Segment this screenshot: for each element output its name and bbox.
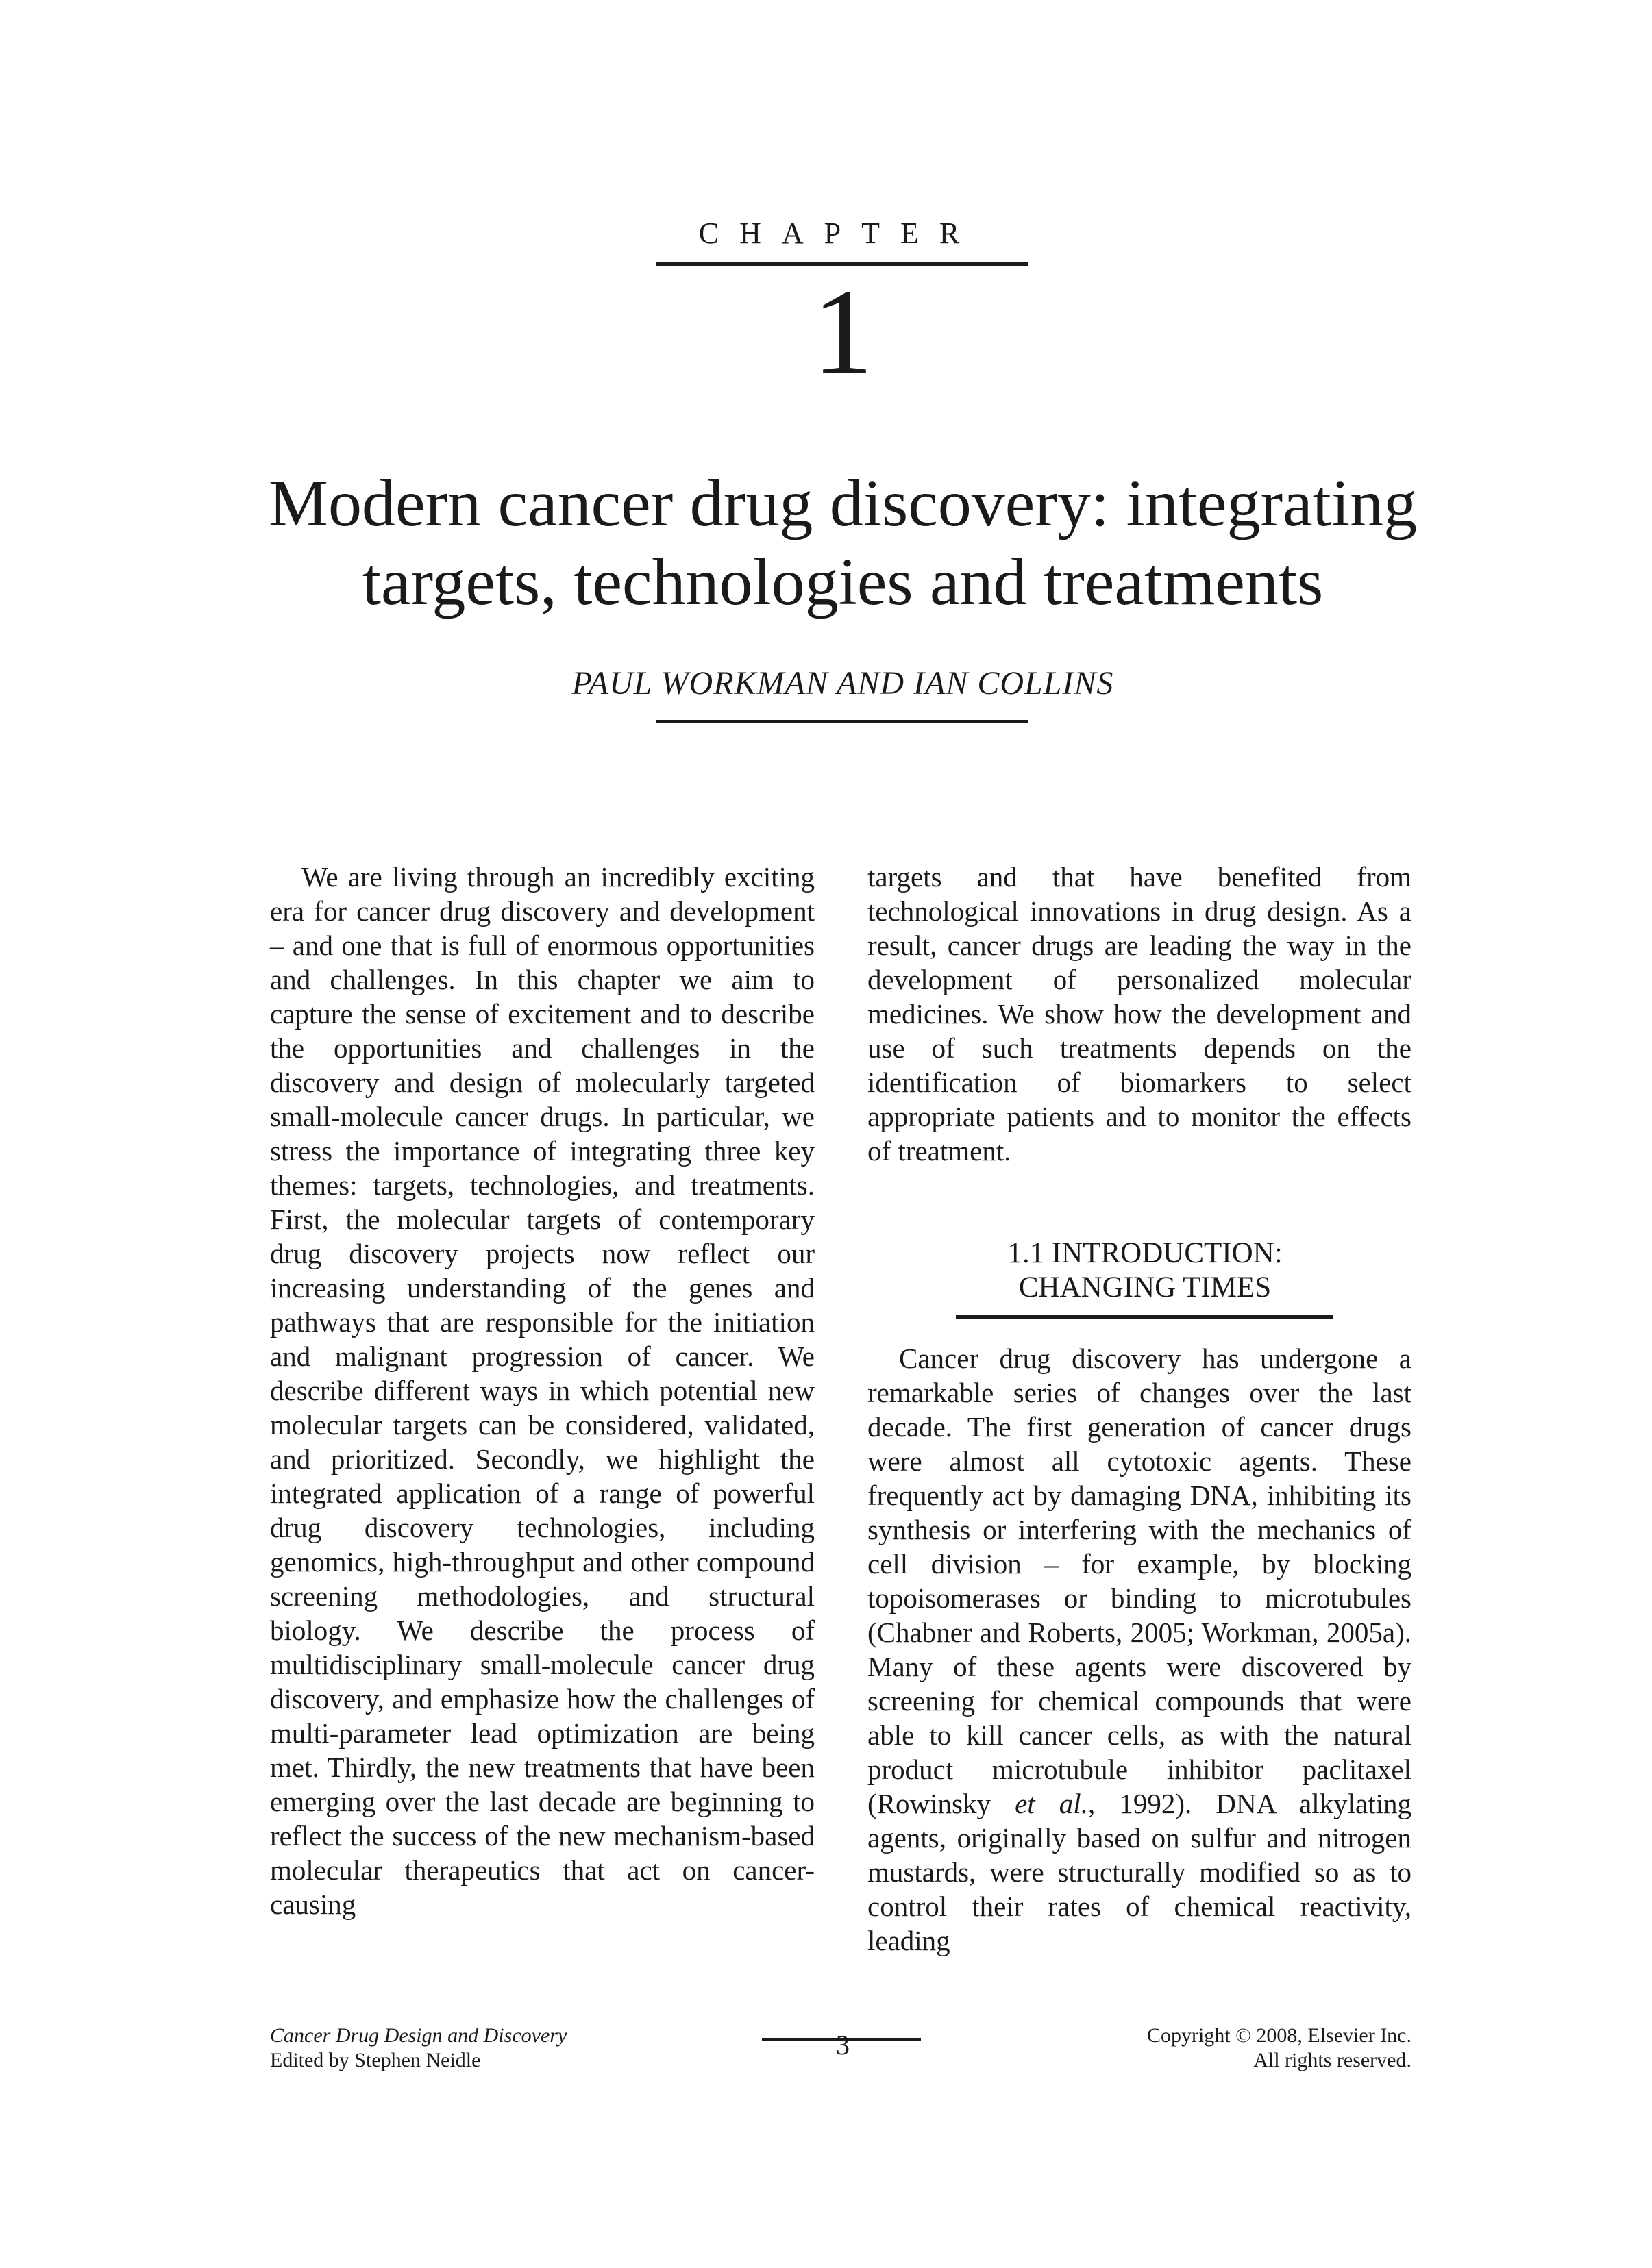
chapter-title <box>206 464 1480 622</box>
chapter-title-line-1: Modern cancer drug discovery: integrating <box>268 466 1418 540</box>
footer-copyright-line: Copyright © 2008, Elsevier Inc. <box>1146 2024 1411 2047</box>
section-body <box>867 1341 1411 1958</box>
chapter-label: CHAPTER <box>698 216 981 250</box>
footer-book-info <box>270 2023 750 2073</box>
chapter-title-line-2: targets, technologies and treatments <box>362 545 1324 619</box>
page-number: 3 <box>836 2030 850 2060</box>
footer-rights-line: All rights reserved. <box>1253 2049 1411 2071</box>
section-heading-line-1: 1.1 INTRODUCTION: <box>1007 1237 1283 1269</box>
author-rule <box>656 720 1028 723</box>
abstract-right-column: targets and that have benefited from technological innovations in drug design. As a result, cancer drugs are leading the way in the development of personalized molecular medicines. We show how the development and use of such treatments depends on the identification of biomarkers to select appropriate patients and to monitor the effects of treatment. <box>867 861 1411 1167</box>
chapter-authors: PAUL WORKMAN AND IAN COLLINS <box>571 665 1114 701</box>
footer-book-title: Cancer Drug Design and Discovery <box>270 2024 567 2047</box>
footer-copyright <box>1000 2023 1411 2073</box>
section-heading-line-2: CHANGING TIMES <box>1018 1271 1272 1304</box>
section-body-text-2: , 1992). DNA alkylating agents, originally based on sulfur and nitrogen mustards, were structurally modified so as to control their rates of chemical reactivity, leading <box>867 1788 1411 1956</box>
section-body-etal: et al. <box>1015 1788 1088 1819</box>
chapter-number: 1 <box>812 264 874 399</box>
footer-editor: Edited by Stephen Neidle <box>270 2049 481 2071</box>
section-heading <box>867 1236 1422 1305</box>
abstract-left-column: We are living through an incredibly exciting era for cancer drug discovery and development – and one that is full of enormous opportunities and challenges. In this chapter we aim to capture the sense of excitement and to describe the opportunities and challenges in the discovery and design of molecularly targeted small-molecule cancer drugs. In particular, we stress the importance of integrating three key themes: targets, technologies, and treatments. First, the molecular targets of contemporary drug discovery projects now reflect our increasing understanding of the genes and pathways that are responsible for the initiation and malignant progression of cancer. We describe different ways in which potential new molecular targets can be considered, validated, and prioritized. Secondly, we highlight the integrated application of a range of powerful drug discovery technologies, including genomics, high-throughput and other compound screening methodologies, and structural biology. We describe the process of multidisciplinary small-molecule cancer drug discovery, and emphasize how the challenges of multi-parameter lead optimization are being met. Thirdly, the new treatments that have been emerging over the last decade are beginning to reflect the success of the new mechanism-based molecular therapeutics that act on cancer-causing <box>270 861 815 1920</box>
section-rule <box>956 1315 1333 1319</box>
section-body-text-1: Cancer drug discovery has undergone a remarkable series of changes over the last decade. The first generation of cancer drugs were almost all cytotoxic agents. These frequently act by damaging DNA, inhibiting its synthesis or interfering with the mechanics of cell division – for example, by blocking topoisomerases or binding to microtubules (Chabner and Roberts, 2005; Workman, 2005a). Many of these agents were discovered by screening for chemical compounds that were able to kill cancer cells, as with the natural product microtubule inhibitor paclitaxel (Rowinsky <box>867 1343 1411 1819</box>
